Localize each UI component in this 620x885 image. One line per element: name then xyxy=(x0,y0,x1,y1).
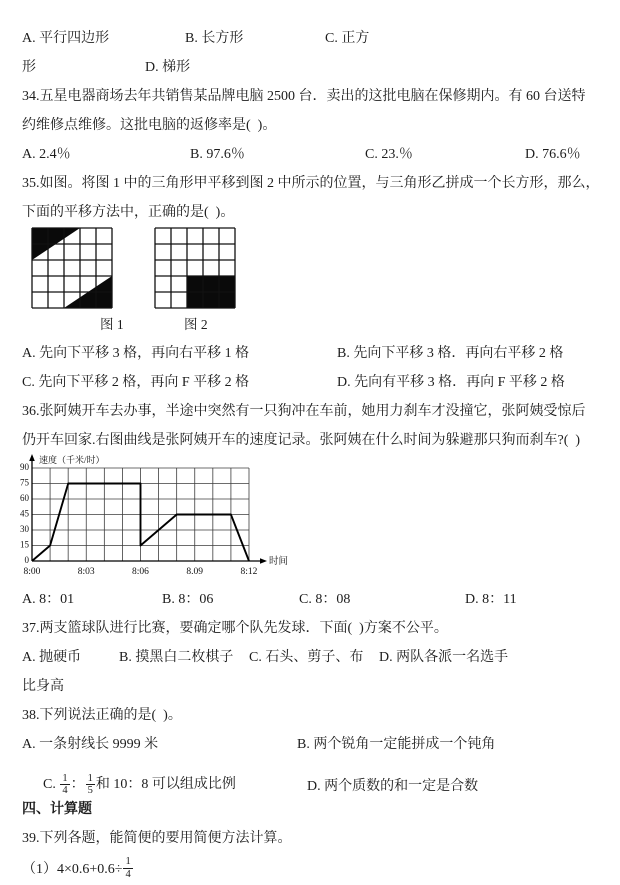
q35-text-line1: 35.如图。将图 1 中的三角形甲平移到图 2 中所示的位置，与三角形乙拼成一个长方形，那么， xyxy=(22,175,600,191)
q33-option-c: C. 正方 xyxy=(325,30,370,46)
fraction-1-4: $\frac{1}{4}$ xyxy=(62,773,68,797)
section-4-title: 四、计算题 xyxy=(22,801,92,817)
q39-item-1: （1）4×0.6+0.6÷ $\frac{1}{4}$ xyxy=(22,856,131,880)
q35-option-c: C. 先向下平移 2 格，再向 F 平移 2 格 xyxy=(22,374,250,390)
svg-text:15: 15 xyxy=(20,539,29,550)
q36-option-d: D. 8：11 xyxy=(465,591,517,607)
q34-option-d: D. 76.6％ xyxy=(525,146,581,162)
figure-1-grid xyxy=(30,227,114,314)
q35-text-line2: 下面的平移方法中，正确的是( )。 xyxy=(22,204,235,220)
q37-option-d: D. 两队各派一名选手 xyxy=(379,649,509,665)
figure-2-grid xyxy=(153,227,237,314)
q37-option-b: B. 摸黑白二枚棋子 xyxy=(119,649,234,665)
q35-option-b: B. 先向下平移 3 格．再向右平移 2 格 xyxy=(337,345,564,361)
svg-text:75: 75 xyxy=(20,477,29,488)
q37-options-row xyxy=(22,641,602,670)
svg-text:速度（千米/时）: 速度（千米/时） xyxy=(39,455,105,465)
q35-option-d: D. 先向有平移 3 格．再向 F 平移 2 格 xyxy=(337,374,565,390)
svg-text:8:12: 8:12 xyxy=(240,567,258,577)
q35-figures xyxy=(22,225,602,337)
q33-option-d: D. 梯形 xyxy=(145,59,191,75)
q37-option-d-wrap: 比身高 xyxy=(22,678,64,694)
svg-text:8:03: 8:03 xyxy=(77,567,95,577)
svg-text:8.09: 8.09 xyxy=(186,567,204,577)
fraction-1-4: $\frac{1}{4}$ xyxy=(125,856,131,880)
svg-text:0: 0 xyxy=(24,555,29,566)
q36-text-line1: 36.张阿姨开车去办事，半途中突然有一只狗冲在车前，她用力刹车才没撞它，张阿姨受惊后 xyxy=(22,403,586,419)
q34-options-row xyxy=(22,138,602,167)
q36-text-line2: 仍开车回家.右图曲线是张阿姨开车的速度记录。张阿姨在什么时间为躲避那只狗而刹车?( ) xyxy=(22,432,581,448)
q38-option-c: C. $\frac{1}{4}$ ： $\frac{1}{5}$ 和 10：8 可以组成比例 xyxy=(43,773,236,797)
q36-options-row xyxy=(22,583,602,612)
q33-option-b: B. 长方形 xyxy=(185,30,244,46)
q34-text-line2: 约维修点维修。这批电脑的返修率是( )。 xyxy=(22,117,277,133)
q36-option-a: A. 8：01 xyxy=(22,591,75,607)
q39-text-line1: 39.下列各题，能简便的要用简便方法计算。 xyxy=(22,830,292,846)
q34-option-a: A. 2.4％ xyxy=(22,146,71,162)
q37-option-a: A. 抛硬币 xyxy=(22,649,82,665)
fraction-1-5: $\frac{1}{5}$ xyxy=(87,773,93,797)
q36-option-c: C. 8：08 xyxy=(299,591,351,607)
q38-text-line1: 38.下列说法正确的是( )。 xyxy=(22,707,182,723)
q34-text-line1: 34.五星电器商场去年共销售某品牌电脑 2500 台．卖出的这批电脑在保修期内。有 60 台送特 xyxy=(22,88,586,104)
svg-text:时间: 时间 xyxy=(269,557,289,567)
q33-option-a: A. 平行四边形 xyxy=(22,30,110,46)
figure-2-caption: 图 2 xyxy=(184,317,208,332)
q37-text-line1: 37.两支篮球队进行比赛，要确定哪个队先发球．下面( )方案不公平。 xyxy=(22,620,448,636)
q38-option-b: B. 两个锐角一定能拼成一个钝角 xyxy=(297,736,496,752)
q38-options-row-cd xyxy=(22,757,602,797)
q34-option-c: C. 23.％ xyxy=(365,146,413,162)
svg-text:45: 45 xyxy=(20,508,29,519)
q38-option-d: D. 两个质数的和一定是合数 xyxy=(307,778,479,794)
svg-text:90: 90 xyxy=(20,462,29,473)
q33-option-c-wrap: 形 xyxy=(22,59,36,75)
q36-speed-chart xyxy=(13,453,602,583)
figure-1-caption: 图 1 xyxy=(100,317,124,332)
q35-options-row-ab xyxy=(22,337,602,366)
q35-options-row-cd xyxy=(22,366,602,395)
q35-option-a: A. 先向下平移 3 格，再向右平移 1 格 xyxy=(22,345,250,361)
q38-options-row-ab xyxy=(22,728,602,757)
q36-option-b: B. 8：06 xyxy=(162,591,214,607)
q37-option-c: C. 石头、剪子、布 xyxy=(249,649,364,665)
svg-text:30: 30 xyxy=(20,524,29,535)
svg-text:8:00: 8:00 xyxy=(23,567,41,577)
svg-text:8:06: 8:06 xyxy=(132,567,149,577)
q38-option-a: A. 一条射线长 9999 米 xyxy=(22,736,159,752)
q33-options-row2 xyxy=(22,51,602,80)
q34-option-b: B. 97.6％ xyxy=(190,146,245,162)
svg-text:60: 60 xyxy=(20,493,29,504)
q33-options-row1 xyxy=(22,22,602,51)
